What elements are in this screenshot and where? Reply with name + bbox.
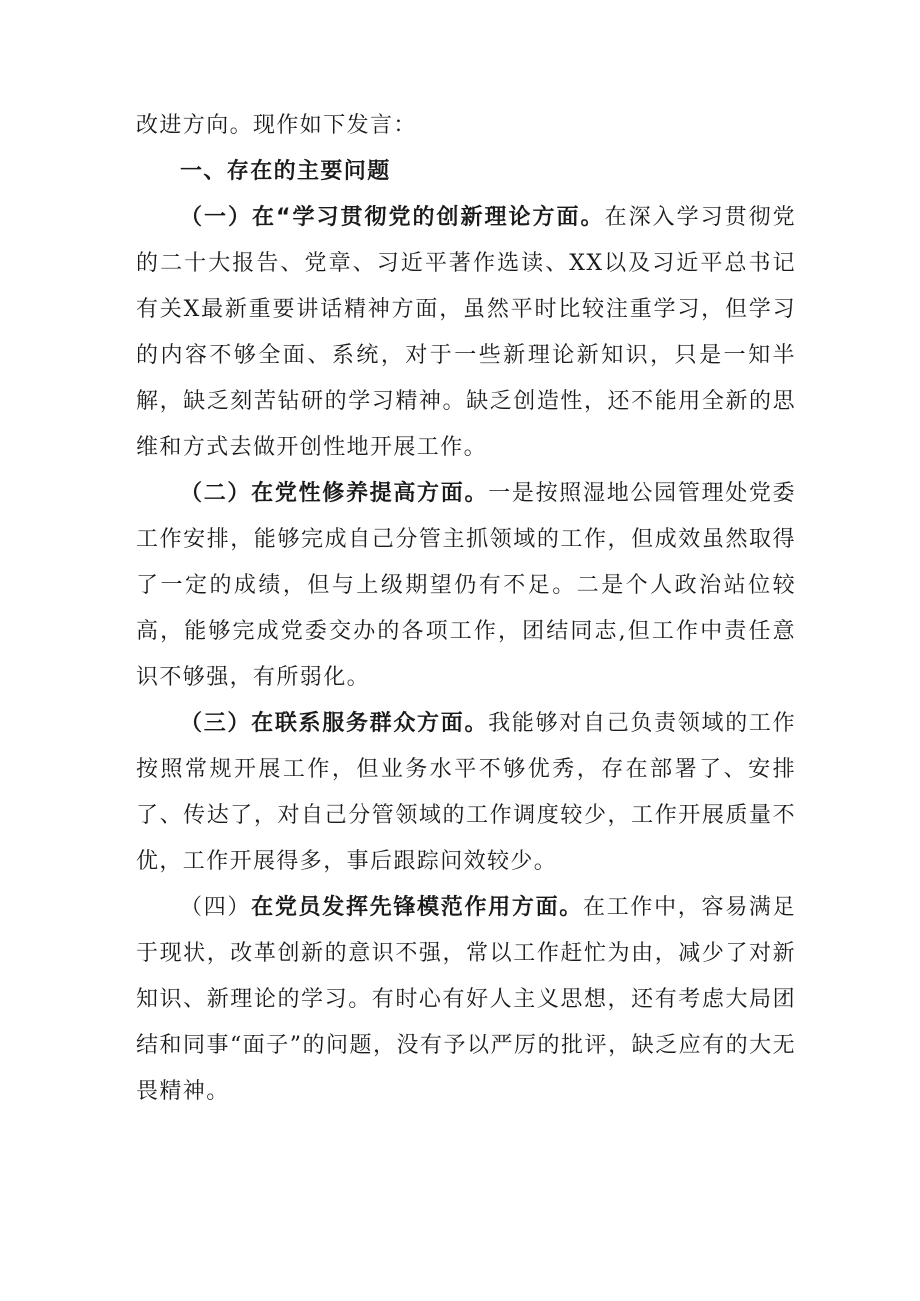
document-body	[136, 103, 796, 1115]
section-heading: 一、存在的主要问题	[180, 159, 391, 184]
item-number: （三）	[180, 711, 252, 736]
problem-item-2	[136, 471, 796, 701]
item-lead: 在“学习贯彻党的创新理论方面。	[252, 205, 605, 230]
problem-item-4	[136, 885, 796, 1115]
item-number: （四）	[180, 895, 252, 920]
intro-line: 改进方向。现作如下发言：	[136, 113, 417, 138]
item-number: （二）	[180, 481, 252, 506]
item-body: 一是按照湿地公园管理处党委工作安排，能够完成自己分管主抓领域的工作，但成效虽然取得了一定的成绩，但与上级期望仍有不足。二是个人政治站位较高，能够完成党委交办的各项工作，团结同志,但工作中责任意识不够强，有所弱化。	[136, 481, 797, 690]
item-lead: 在党员发挥先锋模范作用方面。	[251, 895, 583, 920]
problem-item-1	[136, 195, 796, 471]
item-body: 我能够对自己负责领域的工作按照常规开展工作，但业务水平不够优秀，存在部署了、安排了、传达了，对自己分管领域的工作调度较少，工作开展质量不优，工作开展得多，事后跟踪问效较少。	[136, 711, 797, 874]
item-body: 在工作中，容易满足于现状，改革创新的意识不强，常以工作赶忙为由，减少了对新知识、新理论的学习。有时心有好人主义思想，还有考虑大局团结和同事“面子”的问题，没有予以严厉的批评，缺乏应有的大无畏精神。	[136, 895, 797, 1104]
problem-item-3	[136, 701, 796, 885]
item-number: （一）	[180, 205, 253, 230]
item-lead: 在联系服务群众方面。	[251, 711, 489, 736]
item-lead: 在党性修养提高方面。	[251, 481, 489, 506]
item-body: 在深入学习贯彻党的二十大报告、党章、习近平著作选读、XX以及习近平总书记有关X最新重要讲话精神方面，虽然平时比较注重学习，但学习的内容不够全面、系统，对于一些新理论新知识，只是一知半解，缺乏刻苦钻研的学习精神。缺乏创造性，还不能用全新的思维和方式去做开创性地开展工作。	[136, 205, 796, 460]
